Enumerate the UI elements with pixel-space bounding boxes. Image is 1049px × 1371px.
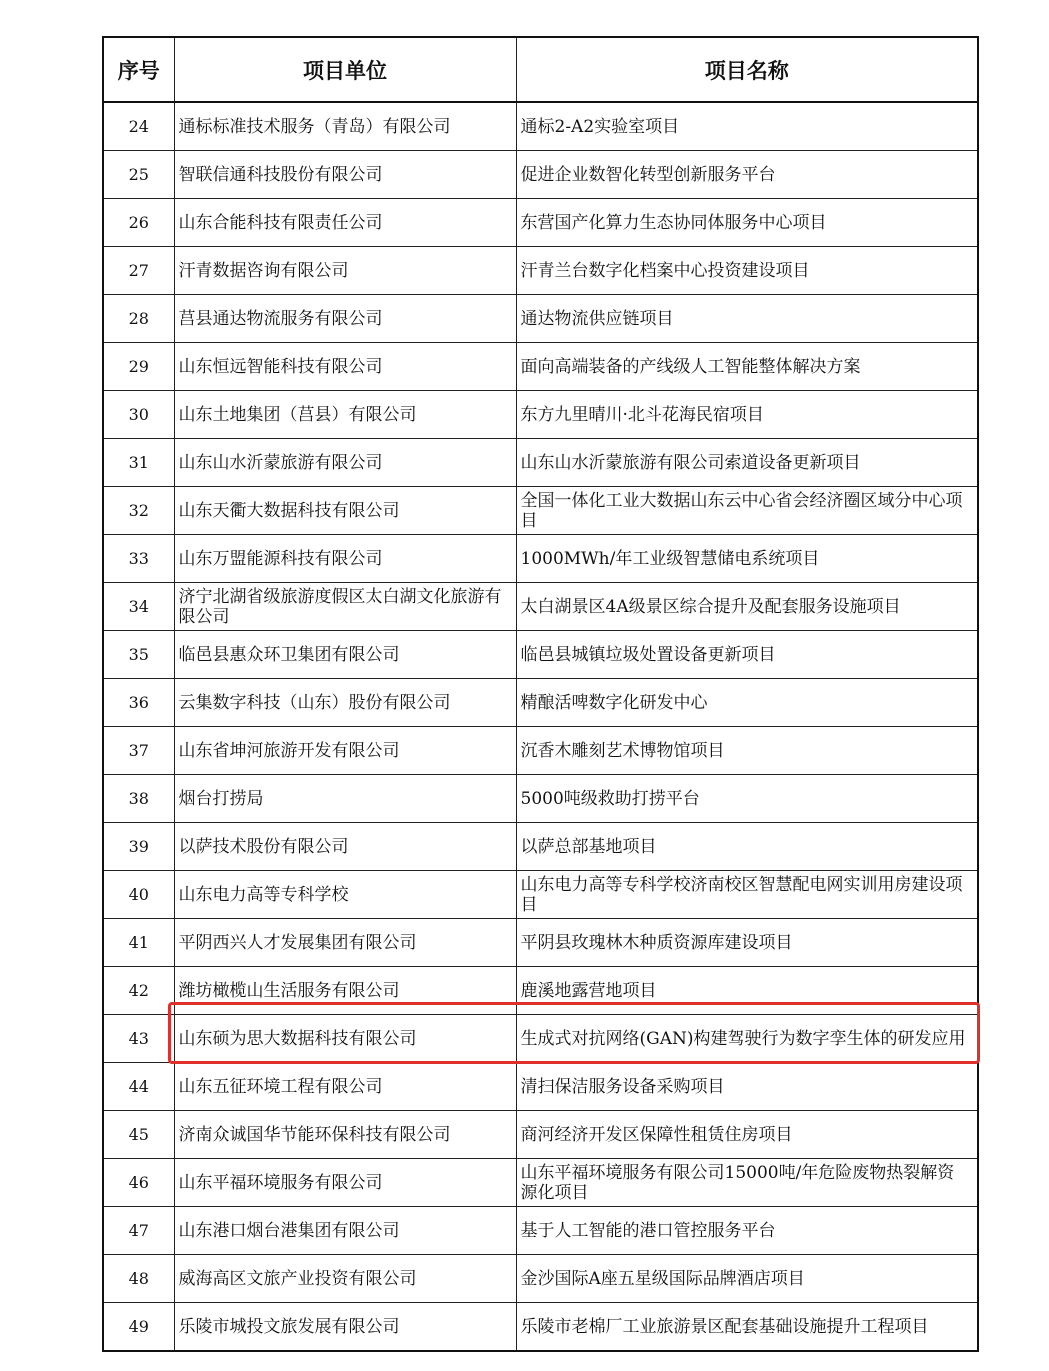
project-cell: 汗青兰台数字化档案中心投资建设项目 — [516, 247, 978, 295]
serial-cell: 32 — [103, 487, 174, 535]
unit-cell: 莒县通达物流服务有限公司 — [174, 295, 516, 343]
project-cell: 商河经济开发区保障性租赁住房项目 — [516, 1111, 978, 1159]
unit-cell: 云集数字科技（山东）股份有限公司 — [174, 679, 516, 727]
table-row — [103, 343, 978, 391]
unit-cell: 临邑县惠众环卫集团有限公司 — [174, 631, 516, 679]
serial-cell: 40 — [103, 871, 174, 919]
table-row — [103, 823, 978, 871]
table-row — [103, 199, 978, 247]
serial-cell: 33 — [103, 535, 174, 583]
project-cell: 5000吨级救助打捞平台 — [516, 775, 978, 823]
table-row — [103, 295, 978, 343]
table-row — [103, 631, 978, 679]
table-row — [103, 967, 978, 1015]
project-cell: 平阴县玫瑰林木种质资源库建设项目 — [516, 919, 978, 967]
table-row — [103, 1207, 978, 1255]
table-row — [103, 151, 978, 199]
unit-cell: 济南众诚国华节能环保科技有限公司 — [174, 1111, 516, 1159]
project-cell: 金沙国际A座五星级国际品牌酒店项目 — [516, 1255, 978, 1303]
project-cell: 鹿溪地露营地项目 — [516, 967, 978, 1015]
table-row — [103, 775, 978, 823]
unit-cell: 山东硕为思大数据科技有限公司 — [174, 1015, 516, 1063]
table-row — [103, 679, 978, 727]
header-project: 项目名称 — [516, 37, 978, 102]
unit-cell: 潍坊橄榄山生活服务有限公司 — [174, 967, 516, 1015]
table-row — [103, 1255, 978, 1303]
unit-cell: 济宁北湖省级旅游度假区太白湖文化旅游有限公司 — [174, 583, 516, 631]
unit-cell: 山东万盟能源科技有限公司 — [174, 535, 516, 583]
unit-cell: 山东合能科技有限责任公司 — [174, 199, 516, 247]
project-cell: 通达物流供应链项目 — [516, 295, 978, 343]
table-row — [103, 535, 978, 583]
project-cell: 清扫保洁服务设备采购项目 — [516, 1063, 978, 1111]
unit-cell: 以萨技术股份有限公司 — [174, 823, 516, 871]
table-row — [103, 1159, 978, 1207]
table-row — [103, 1015, 978, 1063]
serial-cell: 30 — [103, 391, 174, 439]
serial-cell: 28 — [103, 295, 174, 343]
project-cell: 乐陵市老棉厂工业旅游景区配套基础设施提升工程项目 — [516, 1303, 978, 1352]
serial-cell: 39 — [103, 823, 174, 871]
header-unit: 项目单位 — [174, 37, 516, 102]
header-serial: 序号 — [103, 37, 174, 102]
serial-cell: 31 — [103, 439, 174, 487]
project-cell: 全国一体化工业大数据山东云中心省会经济圈区域分中心项目 — [516, 487, 978, 535]
unit-cell: 山东平福环境服务有限公司 — [174, 1159, 516, 1207]
serial-cell: 25 — [103, 151, 174, 199]
table-row — [103, 727, 978, 775]
serial-cell: 27 — [103, 247, 174, 295]
unit-cell: 威海高区文旅产业投资有限公司 — [174, 1255, 516, 1303]
table-row — [103, 919, 978, 967]
serial-cell: 45 — [103, 1111, 174, 1159]
unit-cell: 烟台打捞局 — [174, 775, 516, 823]
unit-cell: 智联信通科技股份有限公司 — [174, 151, 516, 199]
table-row — [103, 102, 978, 151]
table-row — [103, 1303, 978, 1352]
project-cell: 以萨总部基地项目 — [516, 823, 978, 871]
serial-cell: 41 — [103, 919, 174, 967]
serial-cell: 29 — [103, 343, 174, 391]
serial-cell: 44 — [103, 1063, 174, 1111]
table-row — [103, 439, 978, 487]
table-row — [103, 583, 978, 631]
unit-cell: 山东五征环境工程有限公司 — [174, 1063, 516, 1111]
project-cell: 精酿活啤数字化研发中心 — [516, 679, 978, 727]
serial-cell: 47 — [103, 1207, 174, 1255]
table-row — [103, 247, 978, 295]
serial-cell: 37 — [103, 727, 174, 775]
serial-cell: 26 — [103, 199, 174, 247]
unit-cell: 乐陵市城投文旅发展有限公司 — [174, 1303, 516, 1352]
unit-cell: 山东电力高等专科学校 — [174, 871, 516, 919]
project-cell: 面向高端装备的产线级人工智能整体解决方案 — [516, 343, 978, 391]
table-row — [103, 1111, 978, 1159]
serial-cell: 24 — [103, 102, 174, 151]
project-cell: 山东平福环境服务有限公司15000吨/年危险废物热裂解资源化项目 — [516, 1159, 978, 1207]
unit-cell: 平阴西兴人才发展集团有限公司 — [174, 919, 516, 967]
unit-cell: 汗青数据咨询有限公司 — [174, 247, 516, 295]
serial-cell: 46 — [103, 1159, 174, 1207]
project-cell: 东方九里晴川·北斗花海民宿项目 — [516, 391, 978, 439]
project-cell: 临邑县城镇垃圾处置设备更新项目 — [516, 631, 978, 679]
unit-cell: 山东山水沂蒙旅游有限公司 — [174, 439, 516, 487]
table-row — [103, 1063, 978, 1111]
table-row — [103, 487, 978, 535]
project-cell: 通标2-A2实验室项目 — [516, 102, 978, 151]
serial-cell: 38 — [103, 775, 174, 823]
unit-cell: 山东港口烟台港集团有限公司 — [174, 1207, 516, 1255]
serial-cell: 34 — [103, 583, 174, 631]
project-cell: 太白湖景区4A级景区综合提升及配套服务设施项目 — [516, 583, 978, 631]
unit-cell: 山东省坤河旅游开发有限公司 — [174, 727, 516, 775]
project-cell: 促进企业数智化转型创新服务平台 — [516, 151, 978, 199]
header-row — [103, 37, 978, 102]
serial-cell: 49 — [103, 1303, 174, 1352]
table-row — [103, 871, 978, 919]
serial-cell: 36 — [103, 679, 174, 727]
unit-cell: 山东恒远智能科技有限公司 — [174, 343, 516, 391]
project-cell: 沉香木雕刻艺术博物馆项目 — [516, 727, 978, 775]
project-cell: 山东山水沂蒙旅游有限公司索道设备更新项目 — [516, 439, 978, 487]
project-cell: 1000MWh/年工业级智慧储电系统项目 — [516, 535, 978, 583]
serial-cell: 42 — [103, 967, 174, 1015]
unit-cell: 山东土地集团（莒县）有限公司 — [174, 391, 516, 439]
table-row — [103, 391, 978, 439]
project-list-table — [102, 36, 979, 1352]
serial-cell: 48 — [103, 1255, 174, 1303]
unit-cell: 通标标准技术服务（青岛）有限公司 — [174, 102, 516, 151]
serial-cell: 35 — [103, 631, 174, 679]
project-cell: 东营国产化算力生态协同体服务中心项目 — [516, 199, 978, 247]
unit-cell: 山东天衢大数据科技有限公司 — [174, 487, 516, 535]
serial-cell: 43 — [103, 1015, 174, 1063]
project-cell: 山东电力高等专科学校济南校区智慧配电网实训用房建设项目 — [516, 871, 978, 919]
project-cell: 基于人工智能的港口管控服务平台 — [516, 1207, 978, 1255]
project-cell: 生成式对抗网络(GAN)构建驾驶行为数字孪生体的研发应用 — [516, 1015, 978, 1063]
